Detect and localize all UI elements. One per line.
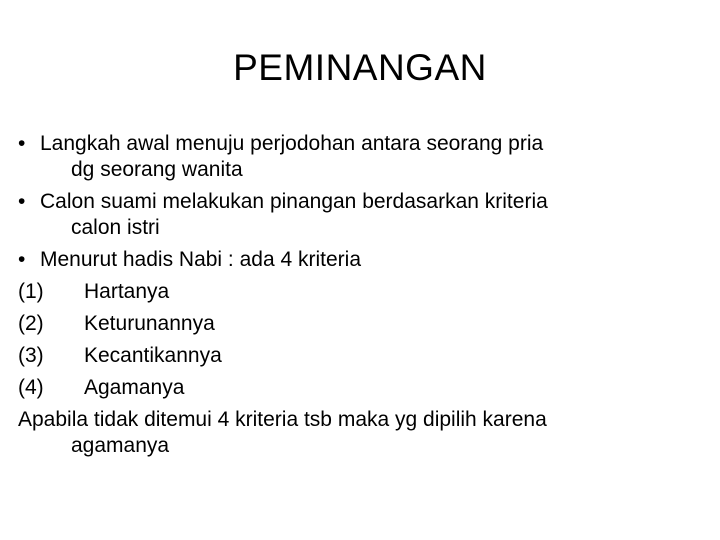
numbered-item bbox=[18, 372, 698, 404]
bullet-text: Langkah awal menuju perjodohan antara seorang pria bbox=[40, 132, 544, 155]
bullet-text: Calon suami melakukan pinangan berdasarkan kriteria bbox=[40, 190, 548, 213]
bullet-text: Menurut hadis Nabi : ada 4 kriteria bbox=[40, 248, 361, 271]
bullet-text-continuation: calon istri bbox=[71, 216, 160, 239]
numbered-item bbox=[18, 276, 698, 308]
bullet-icon: • bbox=[18, 132, 26, 155]
numbered-item bbox=[18, 308, 698, 340]
item-number: (3) bbox=[18, 344, 44, 367]
bullet-item bbox=[18, 244, 698, 276]
item-number: (2) bbox=[18, 312, 44, 335]
bullet-icon: • bbox=[18, 190, 26, 213]
item-text: Hartanya bbox=[84, 280, 170, 303]
bullet-icon: • bbox=[18, 248, 26, 271]
bullet-text-continuation: dg seorang wanita bbox=[71, 158, 243, 181]
item-text: Keturunannya bbox=[84, 312, 215, 335]
numbered-item bbox=[18, 340, 698, 372]
item-number: (1) bbox=[18, 280, 44, 303]
item-text: Agamanya bbox=[84, 376, 185, 399]
slide-body bbox=[18, 128, 698, 462]
item-number: (4) bbox=[18, 376, 44, 399]
item-text: Kecantikannya bbox=[84, 344, 222, 367]
closing-text: Apabila tidak ditemui 4 kriteria tsb maka yg dipilih karena bbox=[18, 408, 547, 431]
slide-title: PEMINANGAN bbox=[233, 47, 487, 88]
closing-text-continuation: agamanya bbox=[71, 434, 170, 457]
